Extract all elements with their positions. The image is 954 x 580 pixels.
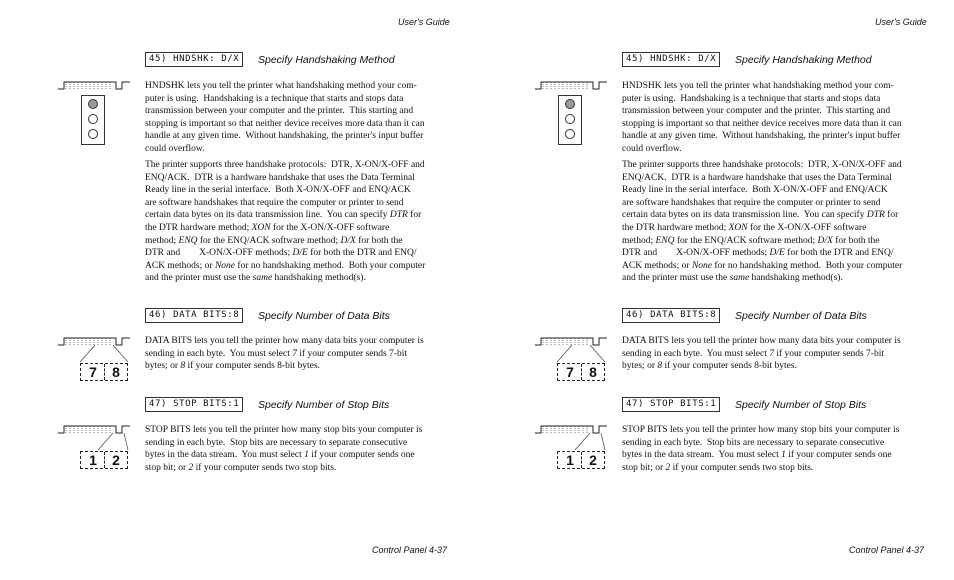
indicator-light-1 [88, 99, 98, 109]
indicator-light-2 [88, 114, 98, 124]
control-panel-icon [535, 80, 609, 90]
running-header: User's Guide [398, 17, 450, 27]
handshake-indicator-lights [558, 95, 582, 145]
indicator-light-3 [88, 129, 98, 139]
stopbits-option-2: 2 [104, 452, 127, 468]
handshake-section-title: Specify Handshaking Method [735, 54, 872, 66]
running-footer: Control Panel 4-37 [372, 545, 448, 555]
handshake-paragraph-1: HNDSHK lets you tell the printer what handshaking method your com- puter is using. Handshaking is a technique that starts and stops data transmission between your computer and the printer. This starting and stopping is important so that neither device receives more data than it can handle at any given time. Without handshaking, the printer's input buffer could overflow. [145, 81, 425, 154]
running-header: User's Guide [875, 17, 927, 27]
handshake-paragraph-2: The printer supports three handshake protocols: DTR, X-ON/X-OFF and ENQ/ACK. DTR is a hardware handshake that uses the Data Terminal Ready line in the serial interface. Both X-ON/X-OFF and ENQ/ACK are software handshakes that require the computer or printer to send certain data bytes on its data transmission line. You can specify DTR for the DTR hardware method; XON for the X-ON/X-OFF software method; ENQ for the ENQ/ACK software method; D/X for both the DTR and X-ON/X-OFF methods; D/E for both the DTR and ENQ/ ACK methods; or None for no handshaking method. Both your computer and the printer must use the same handshaking method(s). [622, 160, 903, 284]
stopbits-section-title: Specify Number of Stop Bits [258, 399, 390, 411]
stopbits-menu-display: 47) STOP BITS:1 [622, 397, 720, 412]
handshake-paragraph-1: HNDSHK lets you tell the printer what handshaking method your com- puter is using. Handshaking is a technique that starts and stops data transmission between your computer and the printer. This starting and stopping is important so that neither device receives more data than it can handle at any given time. Without handshaking, the printer's input buffer could overflow. [622, 81, 902, 154]
control-panel-icon [58, 80, 132, 90]
databits-option-7: 7 [566, 364, 574, 380]
stopbits-paragraph: STOP BITS lets you tell the printer how many stop bits your computer is sending in each byte. Stop bits are necessary to separate consecutive bytes in the data stream. You must select 1 if your computer sends one stop bit; or 2 if your computer sends two stop bits. [622, 425, 900, 473]
stopbits-options [557, 451, 605, 469]
stopbits-menu-display: 47) STOP BITS:1 [145, 397, 243, 412]
databits-section-title: Specify Number of Data Bits [258, 310, 390, 322]
databits-option-8: 8 [581, 364, 604, 380]
handshake-indicator-lights [81, 95, 105, 145]
indicator-light-2 [565, 114, 575, 124]
handshake-section-title: Specify Handshaking Method [258, 54, 395, 66]
databits-option-7: 7 [89, 364, 97, 380]
indicator-light-3 [565, 129, 575, 139]
databits-section-title: Specify Number of Data Bits [735, 310, 867, 322]
databits-paragraph: DATA BITS lets you tell the printer how many data bits your computer is sending in each byte. You must select 7 if your computer sends 7-bit bytes; or 8 if your computer sends 8-bit bytes. [622, 336, 901, 372]
databits-option-8: 8 [104, 364, 127, 380]
handshake-menu-display: 45) HNDSHK: D/X [145, 52, 243, 67]
running-footer: Control Panel 4-37 [849, 545, 925, 555]
handshake-paragraph-2: The printer supports three handshake protocols: DTR, X-ON/X-OFF and ENQ/ACK. DTR is a hardware handshake that uses the Data Terminal Ready line in the serial interface. Both X-ON/X-OFF and ENQ/ACK are software handshakes that require the computer or printer to send certain data bytes on its data transmission line. You can specify DTR for the DTR hardware method; XON for the X-ON/X-OFF software method; ENQ for the ENQ/ACK software method; D/X for both the DTR and X-ON/X-OFF methods; D/E for both the DTR and ENQ/ ACK methods; or None for no handshaking method. Both your computer and the printer must use the same handshaking method(s). [145, 160, 426, 284]
databits-menu-display: 46) DATA BITS:8 [622, 308, 720, 323]
databits-menu-display: 46) DATA BITS:8 [145, 308, 243, 323]
stopbits-options [80, 451, 128, 469]
indicator-light-1 [565, 99, 575, 109]
right-page [477, 0, 954, 580]
stopbits-option-2: 2 [581, 452, 604, 468]
databits-options [557, 363, 605, 381]
stopbits-option-1: 1 [89, 452, 97, 468]
stopbits-option-1: 1 [566, 452, 574, 468]
stopbits-paragraph: STOP BITS lets you tell the printer how many stop bits your computer is sending in each byte. Stop bits are necessary to separate consecutive bytes in the data stream. You must select 1 if your computer sends one stop bit; or 2 if your computer sends two stop bits. [145, 425, 423, 473]
stopbits-section-title: Specify Number of Stop Bits [735, 399, 867, 411]
databits-paragraph: DATA BITS lets you tell the printer how many data bits your computer is sending in each byte. You must select 7 if your computer sends 7-bit bytes; or 8 if your computer sends 8-bit bytes. [145, 336, 424, 372]
handshake-menu-display: 45) HNDSHK: D/X [622, 52, 720, 67]
databits-options [80, 363, 128, 381]
